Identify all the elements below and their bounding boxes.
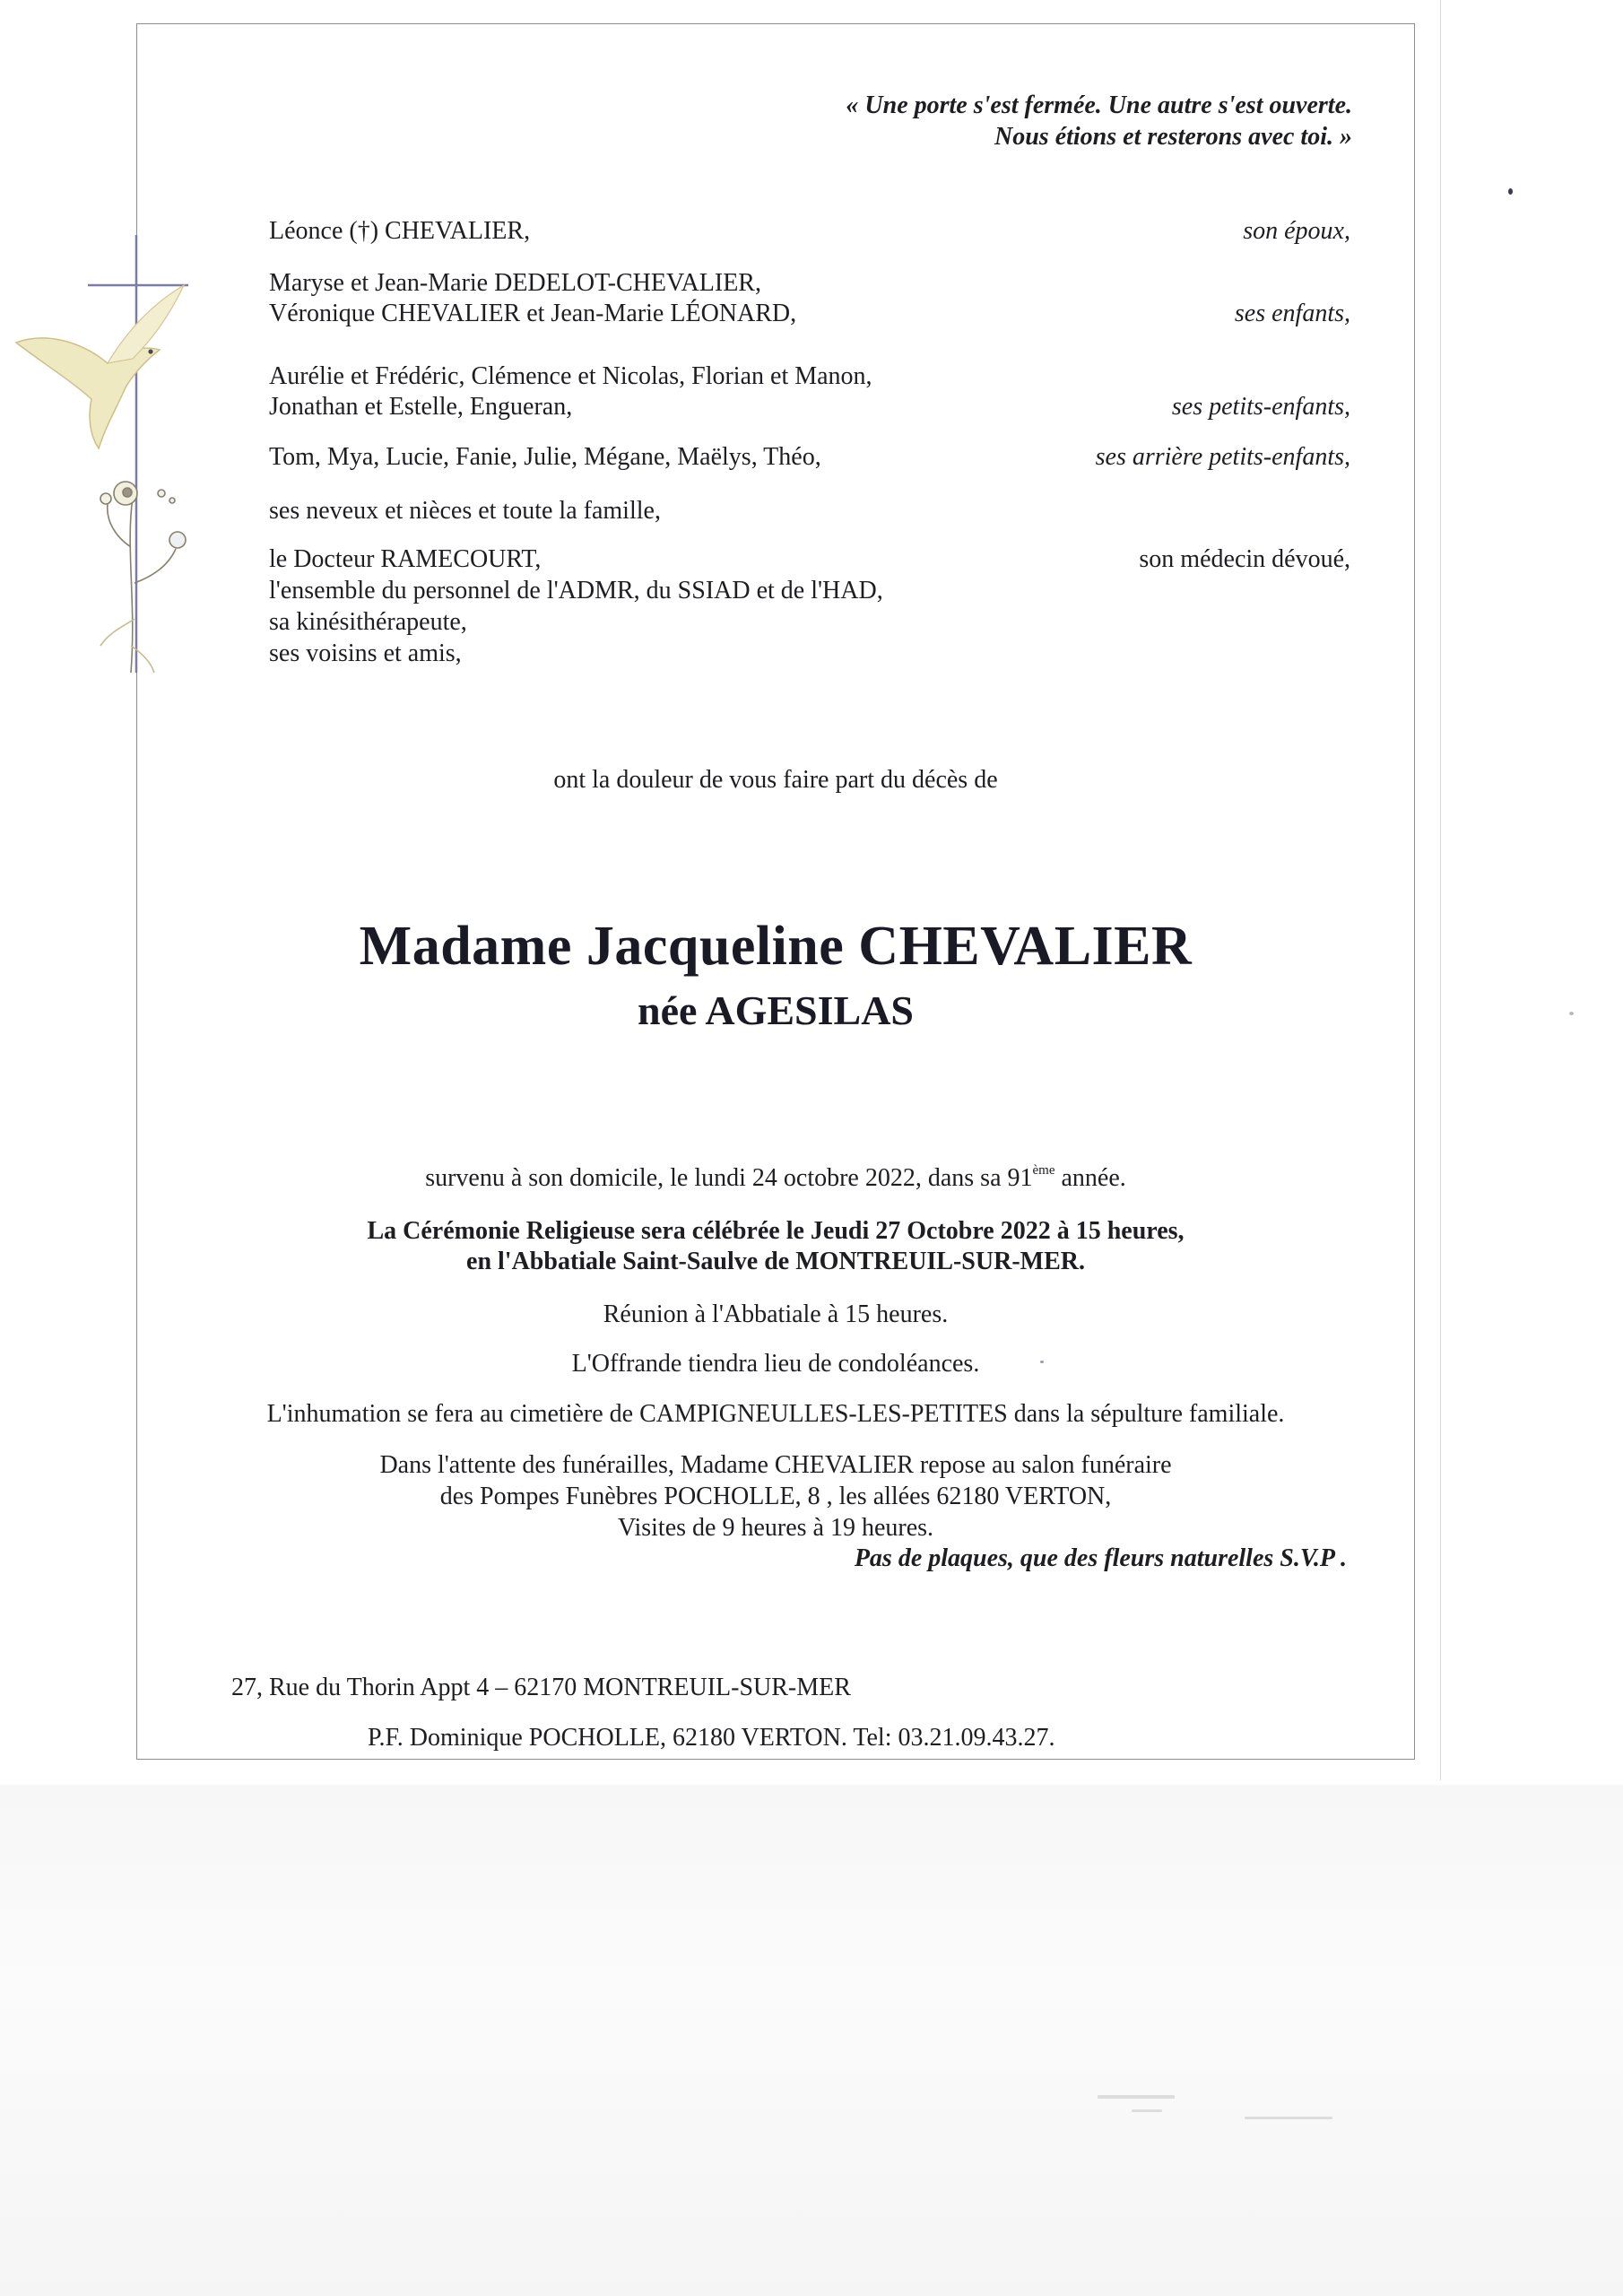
funeral-home-contact: P.F. Dominique POCHOLLE, 62180 VERTON. Tel: 03.21.09.43.27. <box>368 1724 1055 1752</box>
scan-smudge <box>1132 2109 1162 2112</box>
paper-edge <box>1440 0 1441 1780</box>
relation-children: ses enfants, <box>1234 300 1350 327</box>
death-superscript: ème <box>1032 1163 1055 1178</box>
burial-text: L'inhumation se fera au cimetière de CAMPIGNEULLES-LES-PETITES dans la sépulture familiale. <box>266 1400 1285 1428</box>
reunion-text: Réunion à l'Abbatiale à 15 heures. <box>603 1300 949 1328</box>
repose-line-2: des Pompes Funèbres POCHOLLE, 8 , les allées 62180 VERTON, <box>439 1483 1112 1510</box>
ceremony-line-2: en l'Abbatiale Saint-Saulve de MONTREUIL-SUR-MER. <box>466 1248 1085 1275</box>
family-children-2: Véronique CHEVALIER et Jean-Marie LÉONARD, <box>269 300 797 327</box>
family-grandchildren-2: Jonathan et Estelle, Engueran, <box>269 393 573 421</box>
relation-great-grandchildren: ses arrière petits-enfants, <box>1095 443 1350 471</box>
family-address: 27, Rue du Thorin Appt 4 – 62170 MONTREUIL-SUR-MER <box>231 1674 851 1701</box>
death-details <box>136 1163 1415 1192</box>
scan-smudge <box>1098 2095 1175 2099</box>
family-neighbours: ses voisins et amis, <box>269 639 462 667</box>
family-grandchildren-1: Aurélie et Frédéric, Clémence et Nicolas, Florian et Manon, <box>269 362 872 390</box>
offrande-text: L'Offrande tiendra lieu de condoléances. <box>571 1350 980 1378</box>
scan-background <box>0 1785 1623 2296</box>
death-suffix: année. <box>1055 1164 1126 1192</box>
family-husband: Léonce (†) CHEVALIER, <box>269 217 531 245</box>
family-children-1: Maryse et Jean-Marie DEDELOT-CHEVALIER, <box>269 269 761 297</box>
relation-doctor: son médecin dévoué, <box>1139 545 1350 573</box>
announcement-text: ont la douleur de vous faire part du décès de <box>553 766 998 794</box>
dove-icon <box>16 285 184 448</box>
scan-speck <box>1569 1012 1574 1015</box>
family-physio: sa kinésithérapeute, <box>269 608 467 636</box>
relation-grandchildren: ses petits-enfants, <box>1171 393 1350 421</box>
family-nephews: ses neveux et nièces et toute la famille, <box>269 497 661 525</box>
family-doctor: le Docteur RAMECOURT, <box>269 545 542 573</box>
repose-line-1: Dans l'attente des funérailles, Madame CHEVALIER repose au salon funéraire <box>379 1451 1172 1479</box>
ceremony-line-1: La Cérémonie Religieuse sera célébrée le Jeudi 27 Octobre 2022 à 15 heures, <box>367 1217 1185 1245</box>
flowers-note: Pas de plaques, que des fleurs naturelles S.V.P . <box>854 1544 1347 1572</box>
quote-line-1: « Une porte s'est fermée. Une autre s'est ouverte. <box>846 91 1352 119</box>
scan-speck <box>1040 1361 1044 1363</box>
scan-smudge <box>1245 2117 1332 2119</box>
deceased-name: Madame Jacqueline CHEVALIER <box>359 916 1193 977</box>
family-great-grandchildren: Tom, Mya, Lucie, Fanie, Julie, Mégane, Maëlys, Théo, <box>269 443 821 471</box>
quote-line-2: Nous étions et resterons avec toi. » <box>994 123 1352 151</box>
deceased-maiden-name: née AGESILAS <box>637 987 915 1033</box>
scan-speck <box>1508 188 1513 195</box>
flower-icon <box>100 482 186 673</box>
relation-husband: son époux, <box>1243 217 1350 245</box>
family-staff: l'ensemble du personnel de l'ADMR, du SSIAD et de l'HAD, <box>269 577 883 604</box>
cross-dove-ornament <box>0 224 233 691</box>
death-text: survenu à son domicile, le lundi 24 octobre 2022, dans sa 91 <box>425 1164 1033 1192</box>
repose-line-3: Visites de 9 heures à 19 heures. <box>617 1514 934 1542</box>
